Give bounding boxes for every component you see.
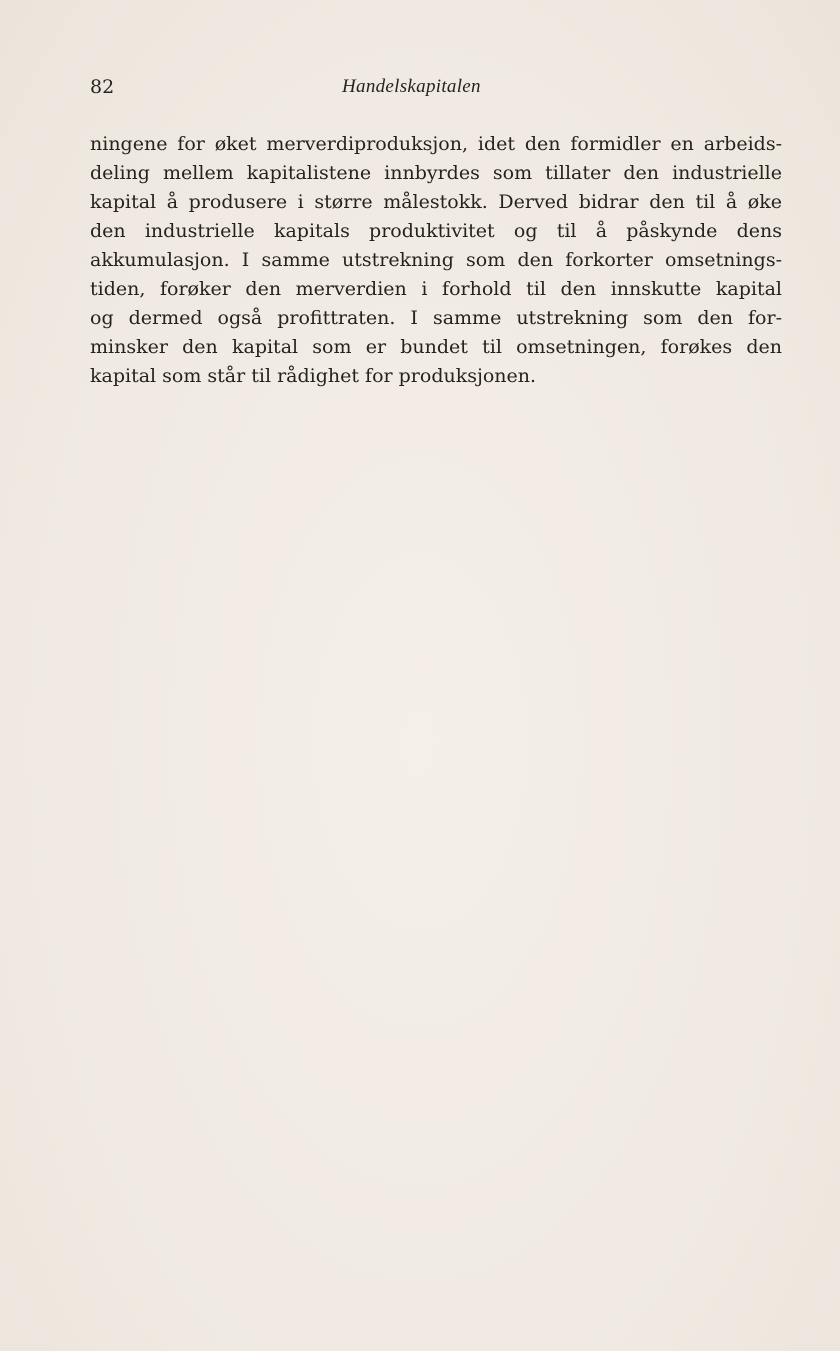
text-line: deling mellem kapitalistene innbyrdes som tillater den industrielle bbox=[90, 162, 782, 184]
page-header bbox=[90, 76, 782, 104]
body-paragraph bbox=[90, 130, 782, 391]
text-line: minsker den kapital som er bundet til omsetningen, forøkes den bbox=[90, 336, 782, 358]
text-line: kapital som står til rådighet for produksjonen. bbox=[90, 365, 537, 387]
running-head: Handelskapitalen bbox=[342, 76, 481, 97]
text-line: tiden, forøker den merverdien i forhold til den innskutte kapital bbox=[90, 278, 782, 300]
text-line: og dermed også profittraten. I samme utstrekning som den for- bbox=[90, 307, 782, 329]
text-line: akkumulasjon. I samme utstrekning som den forkorter omsetnings- bbox=[90, 249, 782, 271]
text-line: kapital å produsere i større målestokk. Derved bidrar den til å øke bbox=[90, 191, 782, 213]
text-line: ningene for øket merverdiproduksjon, idet den formidler en arbeids- bbox=[90, 133, 782, 155]
page-number: 82 bbox=[90, 76, 115, 98]
text-line: den industrielle kapitals produktivitet og til å påskynde dens bbox=[90, 220, 782, 242]
